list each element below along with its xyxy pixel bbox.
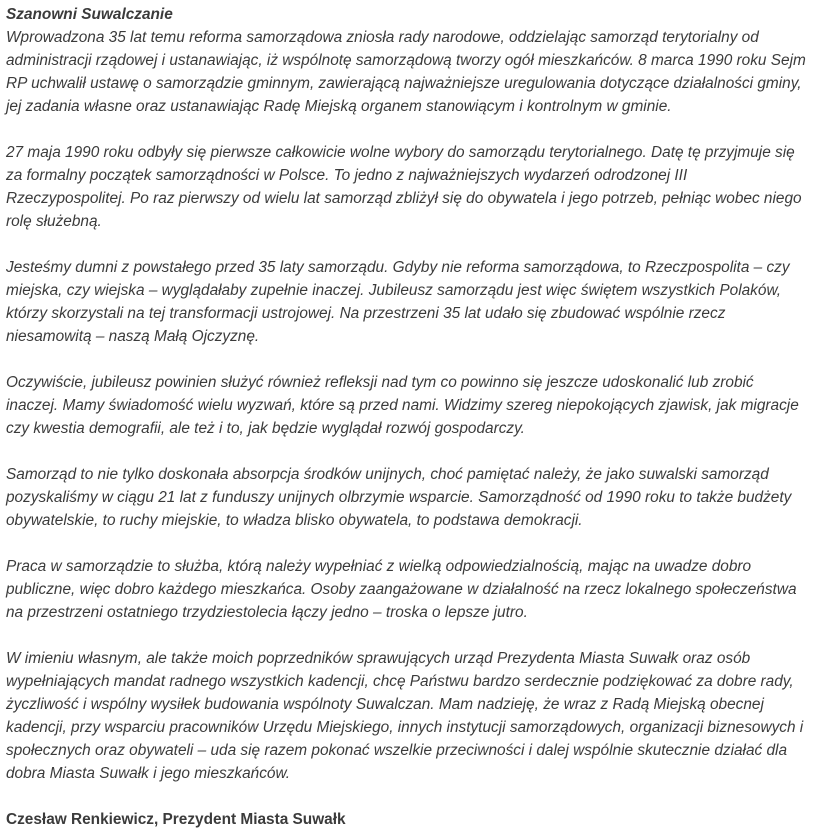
letter-paragraph-4: Oczywiście, jubileusz powinien służyć również refleksji nad tym co powinno się jeszcze udoskonalić lub zrobić inaczej. Mamy świadomość wielu wyzwań, które są przed nami. Widzimy szereg niepokojących zjawisk, jak migracje czy kwestia demografii, ale też i to, jak będzie wyglądał rozwój gospodarczy.: [6, 374, 799, 437]
letter-paragraph-5: Samorząd to nie tylko doskonała absorpcja środków unijnych, choć pamiętać należy, że jako suwalski samorząd pozyskaliśmy w ciągu 21 lat z funduszy unijnych olbrzymie wsparcie. Samorządność od 1990 roku to także budżety obywatelskie, to ruchy miejskie, to władza blisko obywatela, to podstawa demokracji.: [6, 466, 792, 529]
letter-paragraph-3: Jesteśmy dumni z powstałego przed 35 laty samorządu. Gdyby nie reforma samorządowa, to Rzeczpospolita – czy miejska, czy wiejska – wyglądałaby zupełnie inaczej. Jubileusz samorządu jest więc świętem wszystkich Polaków, którzy skorzystali na tej transformacji ustrojowej. Na przestrzeni 35 lat udało się zbudować wspólnie rzecz niesamowitą – naszą Małą Ojczyznę.: [6, 259, 790, 345]
letter-paragraph-6: Praca w samorządzie to służba, którą należy wypełniać z wielką odpowiedzialnością, mając na uwadze dobro publiczne, więc dobro każdego mieszkańca. Osoby zaangażowane w działalność na rzecz lokalnego społeczeństwa na przestrzeni ostatniego trzydziestolecia łączy jedno – troska o lepsze jutro.: [6, 558, 797, 621]
letter-paragraph-2: 27 maja 1990 roku odbyły się pierwsze całkowicie wolne wybory do samorządu terytorialnego. Datę tę przyjmuje się za formalny początek samorządności w Polsce. To jedno z najważniejszych wydarzeń odrodzonej III Rzeczypospolitej. Po raz pierwszy od wielu lat samorząd zbliżył się do obywatela i jego potrzeb, pełniąc wobec niego rolę służebną.: [6, 144, 802, 230]
letter-paragraph-1: Wprowadzona 35 lat temu reforma samorządowa zniosła rady narodowe, oddzielając samorząd terytorialny od administracji rządowej i ustanawiając, iż wspólnotę samorządową tworzy ogół mieszkańców. 8 marca 1990 roku Sejm RP uchwalił ustawę o samorządzie gminnym, zawierającą najważniejsze uregulowania dotyczące działalności gminy, jej zadania własne oraz ustanawiając Radę Miejską organem stanowiącym i kontrolnym w gminie.: [6, 29, 806, 115]
letter-paragraph-7: W imieniu własnym, ale także moich poprzedników sprawujących urząd Prezydenta Miasta Suwałk oraz osób wypełniających mandat radnego wszystkich kadencji, chcę Państwu bardzo serdecznie podziękować za dobre rady, życzliwość i wspólny wysiłek budowania wspólnoty Suwalczan. Mam nadzieję, że wraz z Radą Miejską obecnej kadencji, przy wsparciu pracowników Urzędu Miejskiego, innych instytucji samorządowych, organizacji biznesowych i społecznych oraz obywateli – uda się razem pokonać wszelkie przeciwności i dalej wspólnie skutecznie działać dla dobra Miasta Suwałk i jego mieszkańców.: [6, 650, 804, 782]
salutation-heading: Szanowni Suwalczanie: [6, 6, 173, 23]
signature: Czesław Renkiewicz, Prezydent Miasta Suwałk: [6, 811, 346, 828]
